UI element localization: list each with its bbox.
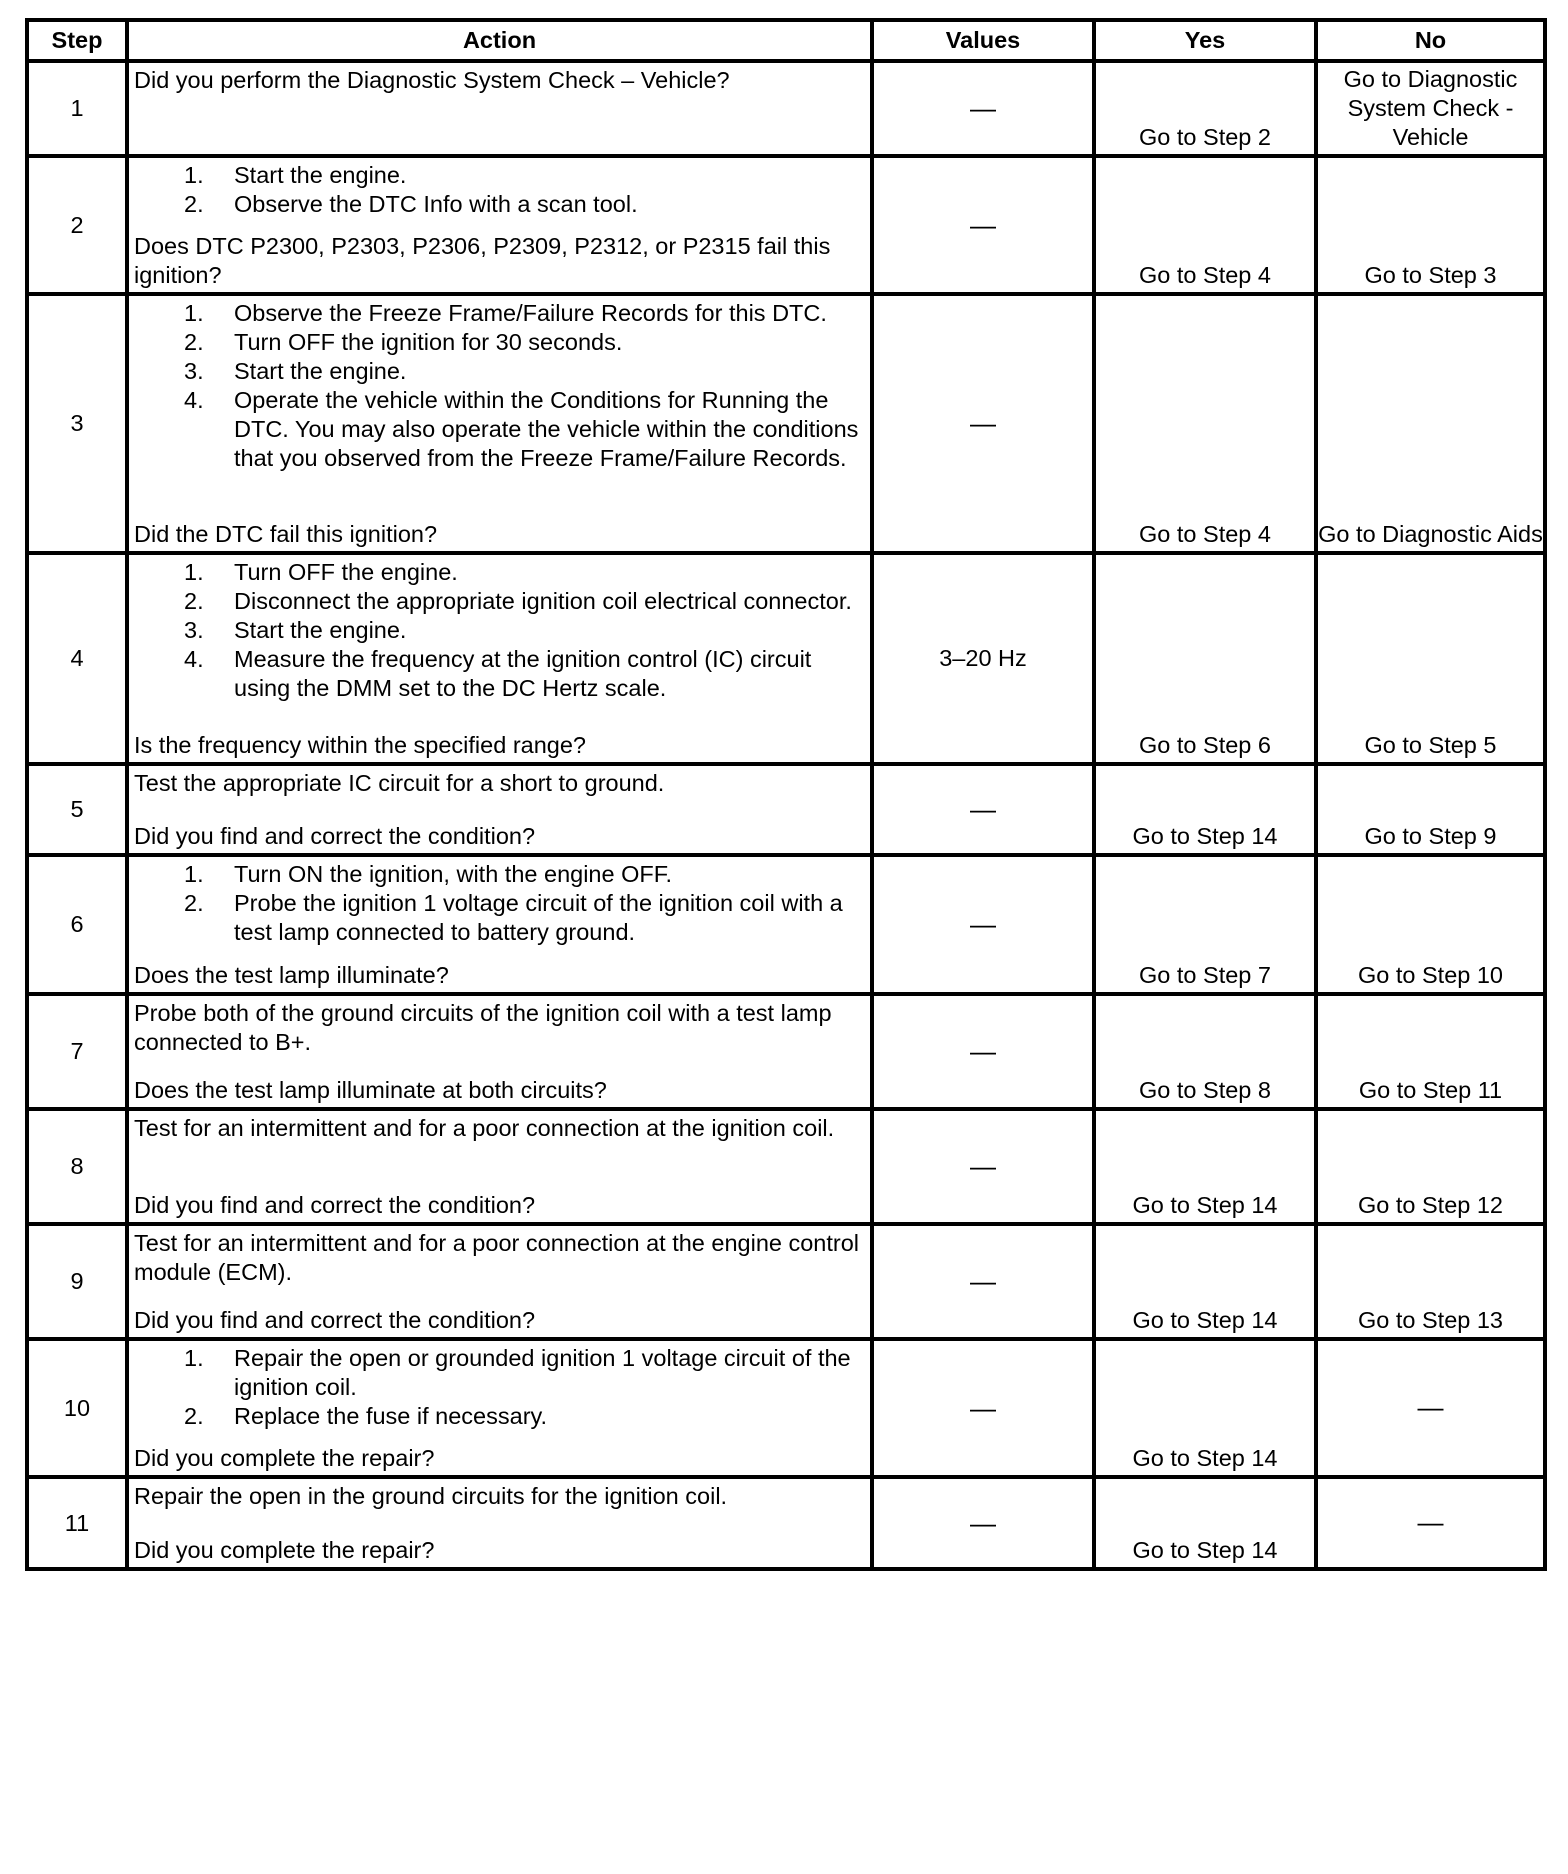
values-cell: —	[872, 1339, 1094, 1477]
action-cell	[127, 994, 872, 1109]
action-steps	[134, 558, 866, 703]
action-steps	[134, 1344, 866, 1431]
action-content	[134, 1344, 866, 1473]
table-row	[27, 553, 1545, 764]
step-number: 10	[27, 1339, 127, 1477]
action-cell	[127, 156, 872, 294]
action-question: Did you find and correct the condition?	[134, 823, 536, 849]
diagnostic-table	[25, 18, 1547, 1571]
yes-cell: Go to Step 8	[1094, 994, 1316, 1109]
table-body	[27, 61, 1545, 1569]
action-step-item	[134, 645, 866, 703]
action-step-item	[134, 1402, 866, 1431]
action-steps	[134, 299, 866, 473]
action-step-text: Observe the Freeze Frame/Failure Records for this DTC.	[234, 300, 827, 326]
action-step-number: 3.	[184, 617, 204, 643]
action-step-item	[134, 161, 866, 190]
step-number: 3	[27, 294, 127, 553]
action-content	[134, 161, 866, 290]
yes-cell: Go to Step 14	[1094, 764, 1316, 855]
action-step-text: Repair the open or grounded ignition 1 voltage circuit of the ignition coil.	[234, 1345, 851, 1400]
action-intro: Test for an intermittent and for a poor connection at the engine control module (ECM).	[134, 1230, 860, 1285]
action-step-number: 1.	[184, 861, 204, 887]
action-step-number: 4.	[184, 387, 204, 413]
action-step-number: 4.	[184, 646, 204, 672]
table-row	[27, 855, 1545, 994]
action-step-item	[134, 860, 866, 889]
yes-cell: Go to Step 6	[1094, 553, 1316, 764]
action-intro: Probe both of the ground circuits of the ignition coil with a test lamp connected to B+.	[134, 1000, 832, 1055]
action-step-text: Observe the DTC Info with a scan tool.	[234, 191, 638, 217]
step-number: 9	[27, 1224, 127, 1339]
no-cell: Go to Step 11	[1316, 994, 1545, 1109]
action-step-item	[134, 299, 866, 328]
table-row	[27, 994, 1545, 1109]
action-question: Is the frequency within the specified range?	[134, 732, 586, 758]
yes-cell: Go to Step 14	[1094, 1339, 1316, 1477]
yes-cell: Go to Step 7	[1094, 855, 1316, 994]
table-row	[27, 156, 1545, 294]
yes-cell: Go to Step 14	[1094, 1109, 1316, 1224]
action-step-number: 2.	[184, 1403, 204, 1429]
values-cell: —	[872, 1109, 1094, 1224]
action-cell	[127, 1339, 872, 1477]
step-number: 4	[27, 553, 127, 764]
step-number: 2	[27, 156, 127, 294]
no-cell: Go to Step 10	[1316, 855, 1545, 994]
action-cell	[127, 1109, 872, 1224]
header-yes: Yes	[1094, 20, 1316, 61]
action-step-text: Operate the vehicle within the Conditions for Running the DTC. You may also operate the vehicle within the conditions that you observed from the Freeze Frame/Failure Records.	[234, 387, 859, 471]
action-step-text: Probe the ignition 1 voltage circuit of the ignition coil with a test lamp connected to battery ground.	[234, 890, 843, 945]
yes-cell: Go to Step 14	[1094, 1477, 1316, 1569]
action-step-item	[134, 357, 866, 386]
action-intro: Test for an intermittent and for a poor connection at the ignition coil.	[134, 1115, 835, 1141]
step-number: 5	[27, 764, 127, 855]
action-content	[134, 1482, 866, 1565]
action-intro: Repair the open in the ground circuits for the ignition coil.	[134, 1483, 728, 1509]
table-row	[27, 61, 1545, 156]
no-cell: Go to Step 13	[1316, 1224, 1545, 1339]
header-values: Values	[872, 20, 1094, 61]
action-step-number: 1.	[184, 1345, 204, 1371]
action-step-text: Measure the frequency at the ignition control (IC) circuit using the DMM set to the DC Hertz scale.	[234, 646, 812, 701]
action-question: Did you complete the repair?	[134, 1445, 435, 1471]
action-step-text: Disconnect the appropriate ignition coil electrical connector.	[234, 588, 852, 614]
table-row	[27, 1224, 1545, 1339]
no-cell: Go to Diagnostic Aids	[1316, 294, 1545, 553]
action-steps	[134, 161, 866, 219]
no-cell: Go to Diagnostic System Check - Vehicle	[1316, 61, 1545, 156]
action-cell	[127, 1477, 872, 1569]
no-cell: Go to Step 3	[1316, 156, 1545, 294]
values-cell: —	[872, 1477, 1094, 1569]
action-step-number: 2.	[184, 329, 204, 355]
step-number: 6	[27, 855, 127, 994]
action-step-item	[134, 587, 866, 616]
action-step-number: 2.	[184, 890, 204, 916]
action-step-number: 2.	[184, 588, 204, 614]
action-cell	[127, 764, 872, 855]
action-cell	[127, 553, 872, 764]
no-cell: Go to Step 9	[1316, 764, 1545, 855]
action-step-number: 3.	[184, 358, 204, 384]
no-cell: —	[1316, 1339, 1545, 1477]
yes-cell: Go to Step 4	[1094, 156, 1316, 294]
header-no: No	[1316, 20, 1545, 61]
action-cell	[127, 61, 872, 156]
step-number: 1	[27, 61, 127, 156]
header-row	[27, 20, 1545, 61]
action-step-text: Replace the fuse if necessary.	[234, 1403, 548, 1429]
action-content	[134, 999, 866, 1105]
action-step-text: Turn OFF the ignition for 30 seconds.	[234, 329, 623, 355]
action-step-text: Start the engine.	[234, 162, 407, 188]
action-step-number: 2.	[184, 191, 204, 217]
action-step-number: 1.	[184, 559, 204, 585]
action-cell	[127, 294, 872, 553]
action-step-item	[134, 558, 866, 587]
values-cell: —	[872, 1224, 1094, 1339]
action-step-item	[134, 1344, 866, 1402]
table-row	[27, 294, 1545, 553]
step-number: 11	[27, 1477, 127, 1569]
action-question: Did the DTC fail this ignition?	[134, 521, 438, 547]
table-row	[27, 1109, 1545, 1224]
action-cell	[127, 855, 872, 994]
action-content	[134, 299, 866, 549]
values-cell: —	[872, 294, 1094, 553]
yes-cell: Go to Step 2	[1094, 61, 1316, 156]
action-step-item	[134, 190, 866, 219]
action-intro: Test the appropriate IC circuit for a short to ground.	[134, 770, 665, 796]
action-step-text: Turn OFF the engine.	[234, 559, 458, 585]
action-step-item	[134, 386, 866, 473]
action-question: Did you complete the repair?	[134, 1537, 435, 1563]
action-step-item	[134, 889, 866, 947]
action-step-item	[134, 616, 866, 645]
no-cell: Go to Step 5	[1316, 553, 1545, 764]
action-content	[134, 1114, 866, 1220]
action-content	[134, 860, 866, 990]
values-cell: —	[872, 855, 1094, 994]
header-action: Action	[127, 20, 872, 61]
action-question: Did you find and correct the condition?	[134, 1192, 536, 1218]
values-cell: —	[872, 764, 1094, 855]
action-question: Does the test lamp illuminate at both circuits?	[134, 1077, 607, 1103]
yes-cell: Go to Step 14	[1094, 1224, 1316, 1339]
values-cell: —	[872, 994, 1094, 1109]
action-step-number: 1.	[184, 162, 204, 188]
action-cell	[127, 1224, 872, 1339]
action-question: Does DTC P2300, P2303, P2306, P2309, P2312, or P2315 fail this ignition?	[134, 233, 831, 288]
table-row	[27, 764, 1545, 855]
action-question: Does the test lamp illuminate?	[134, 962, 449, 988]
header-step: Step	[27, 20, 127, 61]
step-number: 8	[27, 1109, 127, 1224]
action-step-item	[134, 328, 866, 357]
values-cell: —	[872, 156, 1094, 294]
action-step-text: Start the engine.	[234, 358, 407, 384]
yes-cell: Go to Step 4	[1094, 294, 1316, 553]
action-content	[134, 66, 866, 152]
values-cell: —	[872, 61, 1094, 156]
action-steps	[134, 860, 866, 947]
no-cell: —	[1316, 1477, 1545, 1569]
action-content	[134, 558, 866, 760]
no-cell: Go to Step 12	[1316, 1109, 1545, 1224]
action-step-number: 1.	[184, 300, 204, 326]
action-question: Did you find and correct the condition?	[134, 1307, 536, 1333]
step-number: 7	[27, 994, 127, 1109]
action-intro: Did you perform the Diagnostic System Check – Vehicle?	[134, 67, 730, 93]
action-step-text: Turn ON the ignition, with the engine OFF.	[234, 861, 673, 887]
action-content	[134, 1229, 866, 1335]
table-row	[27, 1477, 1545, 1569]
action-step-text: Start the engine.	[234, 617, 407, 643]
table-row	[27, 1339, 1545, 1477]
values-cell: 3–20 Hz	[872, 553, 1094, 764]
action-content	[134, 769, 866, 851]
